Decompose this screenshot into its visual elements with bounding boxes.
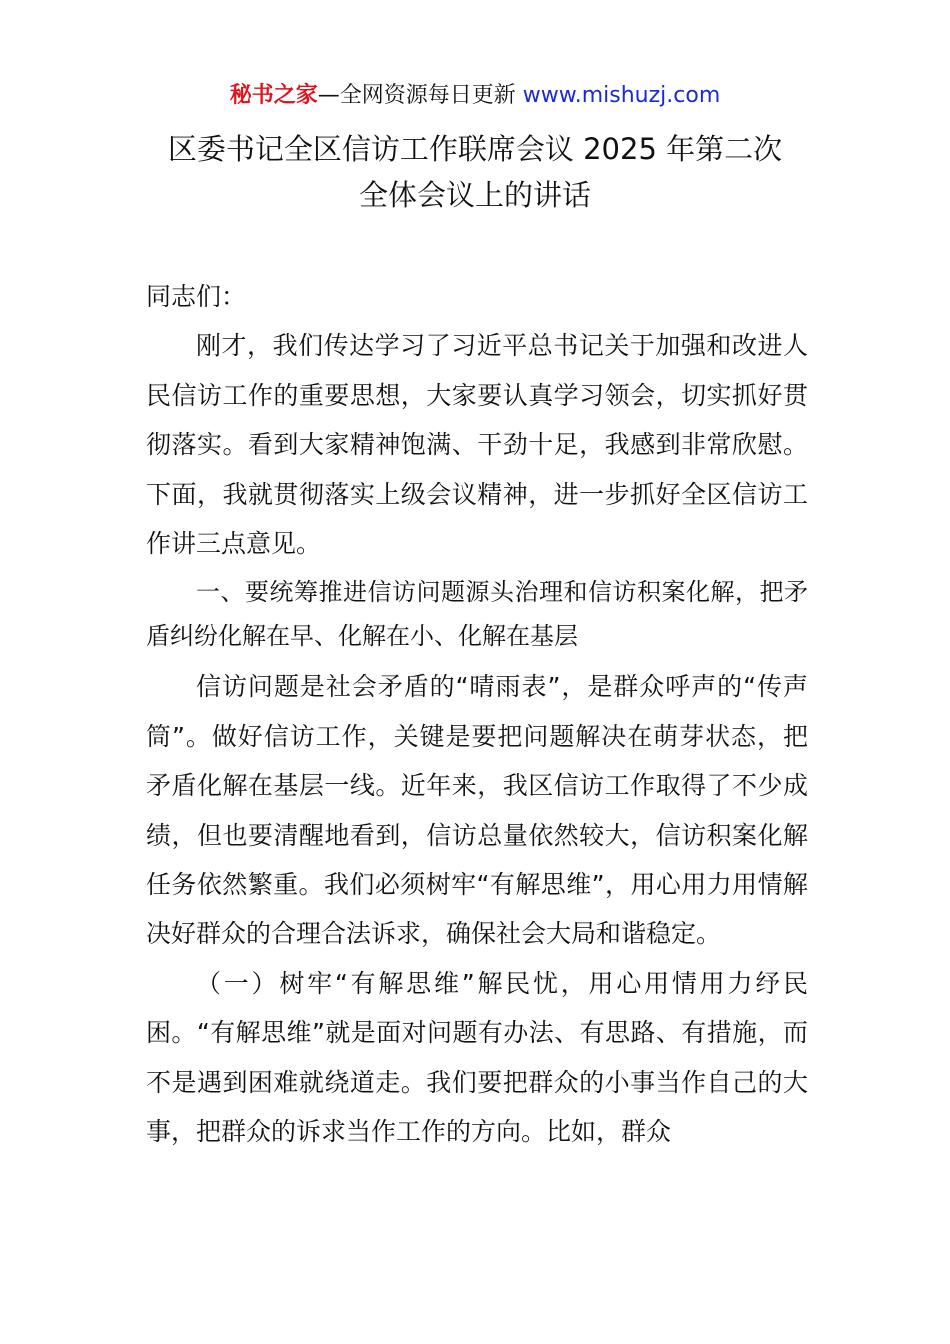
title-line-1: 区委书记全区信访工作联席会议 2025 年第二次: [167, 132, 783, 166]
document-body: [146, 272, 808, 1157]
paragraph-3: （一）树牢“有解思维”解民忧，用心用情用力纾民困。“有解思维”就是面对问题有办法、有思路、有措施，而不是遇到困难就绕道走。我们要把群众的小事当作自己的大事，把群众的诉求当作工作的方向。比如，群众: [146, 968, 808, 1147]
site-header: [0, 80, 950, 112]
paragraph-2: 信访问题是社会矛盾的“晴雨表”，是群众呼声的“传声筒”。做好信访工作，关键是要把问题解决在萌芽状态，把矛盾化解在基层一线。近年来，我区信访工作取得了不少成绩，但也要清醒地看到，信访总量依然较大，信访积案化解任务依然繁重。我们必须树牢“有解思维”，用心用力用情解决好群众的合理合法诉求，确保社会大局和谐稳定。: [146, 672, 808, 949]
paragraph-1: 刚才，我们传达学习了习近平总书记关于加强和改进人民信访工作的重要思想，大家要认真学习领会，切实抓好贯彻落实。看到大家精神饱满、干劲十足，我感到非常欣慰。下面，我就贯彻落实上级会议精神，进一步抓好全区信访工作讲三点意见。: [146, 331, 808, 559]
section-heading-1: 一、要统筹推进信访问题源头治理和信访积案化解，把矛盾纠纷化解在早、化解在小、化解在基层: [146, 578, 808, 651]
salutation: 同志们：: [146, 282, 247, 311]
brand-name: 秘书之家: [229, 83, 318, 108]
title-line-2: 全体会议上的讲话: [358, 178, 591, 212]
header-tagline: —全网资源每日更新: [317, 83, 516, 108]
site-url-link[interactable]: www.mishuzj.com: [522, 83, 721, 108]
document-title: [100, 126, 850, 218]
